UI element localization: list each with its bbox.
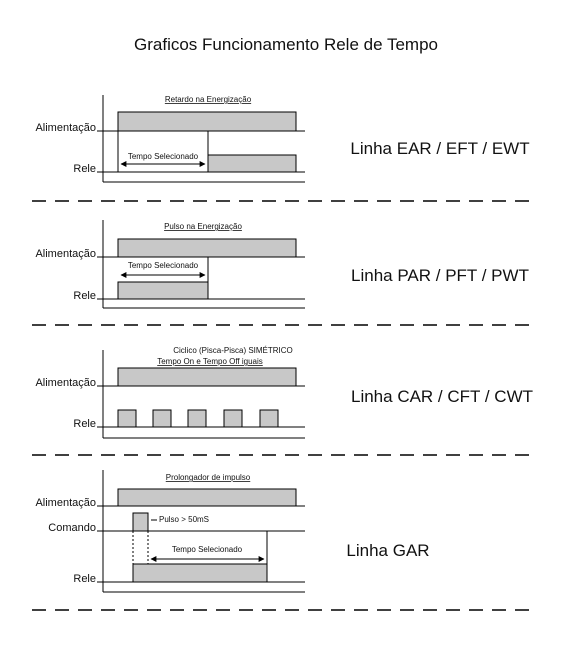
- panel-ear: [35, 95, 529, 182]
- line-label-par: Linha PAR / PFT / PWT: [351, 266, 529, 285]
- signal-label-alimentacao: Alimentação: [35, 248, 96, 260]
- panel-car: [35, 346, 533, 438]
- signal-label-rele: Rele: [73, 573, 96, 585]
- signal-label-rele: Rele: [73, 418, 96, 430]
- panel-caption: Ciclico (Pisca-Pisca) SIMÉTRICO: [173, 346, 293, 355]
- page-title: Graficos Funcionamento Rele de Tempo: [134, 35, 438, 54]
- alimentacao-signal: [118, 112, 296, 131]
- panel-caption: Prolongador de impulso: [165, 473, 251, 482]
- line-label-car: Linha CAR / CFT / CWT: [351, 387, 533, 406]
- line-label-ear: Linha EAR / EFT / EWT: [350, 139, 530, 158]
- time-label: Tempo Selecionado: [127, 152, 199, 161]
- alimentacao-signal: [118, 489, 296, 506]
- alimentacao-signal: [118, 239, 296, 257]
- rele-signal: [133, 564, 267, 582]
- alimentacao-signal: [118, 368, 296, 386]
- panel-caption-2: Tempo On e Tempo Off iguais: [157, 357, 263, 366]
- signal-label-alimentacao: Alimentação: [35, 122, 96, 134]
- signal-label-rele: Rele: [73, 290, 96, 302]
- line-label-gar: Linha GAR: [346, 541, 430, 560]
- rele-pulse: [118, 410, 136, 427]
- rele-pulse: [224, 410, 242, 427]
- signal-label-alimentacao: Alimentação: [35, 497, 96, 509]
- rele-signal: [208, 155, 296, 172]
- time-label: Tempo Selecionado: [171, 545, 243, 554]
- rele-signal: [118, 282, 208, 299]
- signal-label-rele: Rele: [73, 163, 96, 175]
- panel-par: [35, 220, 529, 308]
- rele-pulse: [188, 410, 206, 427]
- panel-caption: Retardo na Energização: [164, 95, 252, 104]
- signal-label-comando: Comando: [48, 522, 96, 534]
- comando-pulse: [133, 513, 148, 531]
- pulse-label: Pulso > 50mS: [158, 515, 210, 524]
- rele-pulse: [153, 410, 171, 427]
- panel-gar: [35, 470, 429, 592]
- panel-caption: Pulso na Energização: [164, 222, 242, 231]
- time-label: Tempo Selecionado: [127, 261, 199, 270]
- signal-label-alimentacao: Alimentação: [35, 377, 96, 389]
- rele-pulse: [260, 410, 278, 427]
